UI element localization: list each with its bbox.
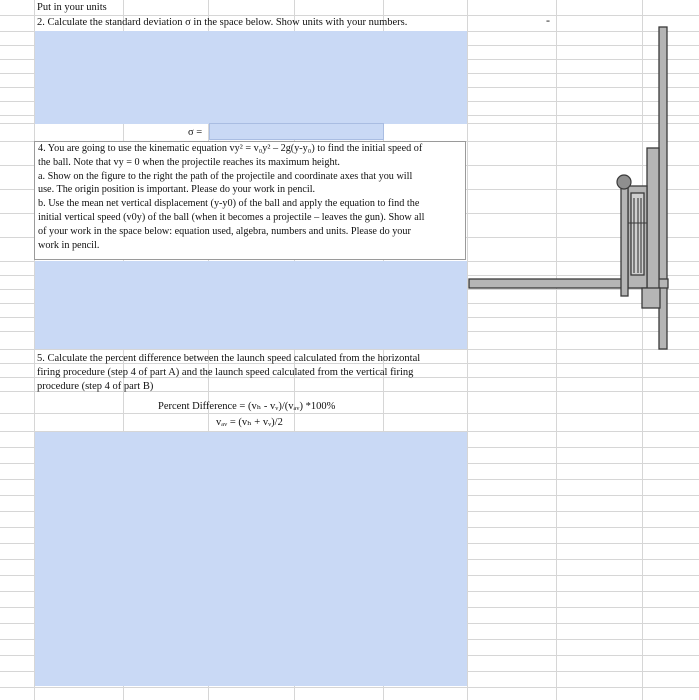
average-speed-formula: vₐᵥ = (vₕ + vᵥ)/2 (216, 417, 283, 428)
launcher-apparatus-icon[interactable] (468, 18, 678, 353)
sigma-answer-cell[interactable] (209, 123, 384, 140)
percent-difference-formula: Percent Difference = (vₕ - vᵥ)/(vₐᵥ) *100% (158, 401, 336, 412)
question-4b-line: initial vertical speed (v0y) of the ball (when it becomes a projectile – leaves the gun). Show all (38, 211, 425, 223)
question-4-answer-area[interactable] (35, 261, 467, 349)
units-note: Put in your units (37, 2, 107, 13)
launcher-barrel (621, 184, 628, 296)
question-4b-line: work in pencil. (38, 239, 100, 251)
question-5-answer-area[interactable] (35, 432, 467, 686)
question-2-answer-area[interactable] (35, 31, 467, 124)
question-5-line: 5. Calculate the percent difference between the launch speed calculated from the horizontal (37, 353, 421, 364)
question-4-text-block (34, 141, 466, 260)
sigma-label: σ = (188, 127, 203, 138)
ball (617, 175, 631, 189)
question-4a-line: use. The origin position is important. Please do your work in pencil. (38, 184, 316, 196)
dash-mark: - (546, 13, 550, 27)
question-2-text: 2. Calculate the standard deviation σ in the space below. Show units with your numbers. (37, 17, 408, 28)
question-4b-line: b. Use the mean net vertical displacement (y-y0) of the ball and apply the equation to find the (38, 198, 420, 210)
question-4a-line: a. Show on the figure to the right the path of the projectile and coordinate axes that you will (38, 170, 413, 182)
launcher-foot (642, 288, 660, 308)
question-5-line: firing procedure (step 4 of part A) and the launch speed calculated from the vertical firing (37, 367, 414, 378)
question-4b-line: of your work in the space below: equation used, algebra, numbers and units. Please do your (38, 225, 411, 237)
question-5-line: procedure (step 4 of part B) (37, 381, 154, 392)
question-4-intro-line: 4. You are going to use the kinematic equation vy² = v₀y² – 2g(y-y₀) to find the initial speed of (38, 143, 423, 154)
clamp-block (647, 148, 659, 298)
question-4-intro-line: the ball. Note that vy = 0 when the projectile reaches its maximum height. (38, 156, 340, 168)
